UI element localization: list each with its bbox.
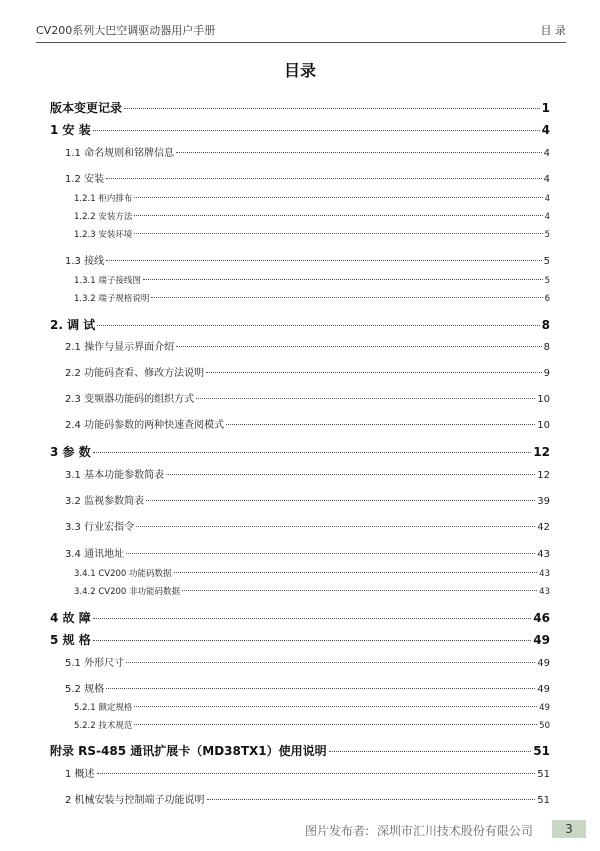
- toc-entry-page: 9: [543, 368, 550, 379]
- toc-entry-title: 3.1 基本功能参数简表: [65, 470, 165, 481]
- dot-leader: [151, 297, 542, 298]
- toc-entry-title: 1.2 安装: [65, 174, 105, 185]
- dot-leader: [134, 197, 542, 198]
- toc-entry[interactable]: [65, 545, 550, 560]
- toc-entry-page: 4: [544, 212, 550, 222]
- toc-entry[interactable]: [50, 742, 550, 759]
- page-title: 目录: [283, 61, 316, 80]
- toc-entry-title: 3.4.1 CV200 功能码数据: [74, 569, 172, 579]
- toc-entry-title: 1 安 装: [50, 123, 91, 137]
- publisher-name: 深圳市汇川技术股份有限公司: [376, 824, 533, 838]
- toc-entry-title: 版本变更记录: [50, 101, 123, 115]
- toc-entry-page: 10: [537, 420, 550, 431]
- toc-entry[interactable]: [74, 567, 550, 579]
- toc-entry-title: 5 规 格: [50, 633, 91, 647]
- toc-entry[interactable]: [65, 170, 550, 185]
- toc-entry-page: 4: [543, 174, 550, 185]
- dot-leader: [134, 215, 542, 216]
- dot-leader: [176, 346, 542, 347]
- toc-entry-title: 5.2 规格: [65, 684, 105, 695]
- dot-leader: [166, 474, 535, 475]
- dot-leader: [93, 452, 532, 453]
- toc-entry-title: 2. 调 试: [50, 318, 96, 332]
- toc-entry-title: 1.3.1 端子接线图: [74, 276, 141, 286]
- toc-entry[interactable]: [65, 791, 550, 806]
- header-divider: [36, 42, 566, 43]
- toc-entry[interactable]: [50, 443, 550, 460]
- toc-entry-title: 3.4.2 CV200 非功能码数据: [74, 587, 181, 597]
- toc-entry-title: 2.4 功能码参数的两种快速查阅模式: [65, 420, 225, 431]
- toc-entry[interactable]: [74, 228, 550, 240]
- dot-leader: [146, 500, 535, 501]
- toc-entry[interactable]: [65, 765, 550, 780]
- toc-entry[interactable]: [74, 701, 550, 713]
- dot-leader: [93, 640, 532, 641]
- dot-leader: [226, 424, 535, 425]
- dot-leader: [97, 325, 539, 326]
- toc-entry-page: 5: [544, 276, 550, 286]
- toc-entry-title: 5.2.2 技术规范: [74, 721, 133, 731]
- dot-leader: [124, 108, 540, 109]
- toc-entry[interactable]: [65, 144, 550, 159]
- dot-leader: [176, 152, 542, 153]
- dot-leader: [106, 688, 535, 689]
- toc-entry[interactable]: [65, 518, 550, 533]
- toc-entry-title: 3.2 监视参数简表: [65, 496, 145, 507]
- toc-entry[interactable]: [74, 210, 550, 222]
- toc-entry[interactable]: [50, 99, 550, 116]
- dot-leader: [182, 590, 537, 591]
- toc-entry-title: 3.3 行业宏指令: [65, 522, 135, 533]
- toc-entry[interactable]: [74, 292, 550, 304]
- dot-leader: [207, 799, 536, 800]
- dot-leader: [134, 706, 537, 707]
- toc-entry[interactable]: [74, 585, 550, 597]
- dot-leader: [174, 572, 538, 573]
- toc-entry[interactable]: [65, 654, 550, 669]
- footer-watermark: [305, 822, 533, 839]
- toc-entry[interactable]: [74, 719, 550, 731]
- toc-entry-page: 5: [543, 256, 550, 267]
- toc-entry-title: 1.3 接线: [65, 256, 105, 267]
- dot-leader: [126, 553, 535, 554]
- toc-entry-page: 5: [544, 230, 550, 240]
- toc-entry-page: 46: [533, 611, 550, 625]
- toc-entry-page: 51: [533, 744, 550, 758]
- toc-entry-page: 50: [539, 721, 550, 731]
- toc-entry[interactable]: [65, 492, 550, 507]
- dot-leader: [206, 372, 542, 373]
- toc-entry[interactable]: [50, 121, 550, 138]
- toc-entry[interactable]: [65, 680, 550, 695]
- toc-entry-title: 4 故 障: [50, 611, 91, 625]
- toc-entry-title: 1 概述: [65, 769, 95, 780]
- dot-leader: [106, 178, 542, 179]
- toc-entry-page: 12: [533, 445, 550, 459]
- toc-entry-page: 12: [537, 470, 550, 481]
- toc-entry-title: 1.2.3 安装环境: [74, 230, 133, 240]
- dot-leader: [106, 260, 542, 261]
- toc-entry-page: 4: [543, 148, 550, 159]
- dot-leader: [126, 662, 535, 663]
- toc-entry-page: 39: [537, 496, 550, 507]
- dot-leader: [93, 130, 540, 131]
- toc-entry-title: 2 机械安装与控制端子功能说明: [65, 795, 205, 806]
- toc-entry-title: 1.2.1 柜内排布: [74, 194, 133, 204]
- toc-entry[interactable]: [65, 252, 550, 267]
- toc-entry[interactable]: [65, 466, 550, 481]
- dot-leader: [97, 773, 536, 774]
- toc-entry-page: 49: [537, 658, 550, 669]
- toc-entry[interactable]: [50, 631, 550, 648]
- toc-entry-page: 10: [537, 394, 550, 405]
- toc-entry-page: 43: [537, 549, 550, 560]
- toc-entry-title: 1.1 命名规则和铭牌信息: [65, 148, 175, 159]
- toc-entry-page: 1: [541, 101, 550, 115]
- dot-leader: [329, 751, 532, 752]
- toc-entry[interactable]: [50, 609, 550, 626]
- toc-entry-title: 2.2 功能码查看、修改方法说明: [65, 368, 205, 379]
- toc-entry[interactable]: [65, 338, 550, 353]
- toc-entry[interactable]: [50, 316, 550, 333]
- toc-entry-page: 49: [533, 633, 550, 647]
- toc-entry-page: 43: [539, 569, 550, 579]
- page-header: [36, 22, 566, 42]
- toc-entry-title: 2.1 操作与显示界面介绍: [65, 342, 175, 353]
- toc-entry-page: 51: [537, 769, 550, 780]
- toc-entry-page: 49: [539, 703, 550, 713]
- toc-entry-title: 1.3.2 端子规格说明: [74, 294, 150, 304]
- toc-entry[interactable]: [65, 364, 550, 379]
- toc-entry-page: 8: [541, 318, 550, 332]
- toc-entry[interactable]: [74, 192, 550, 204]
- toc-entry-title: 5.1 外形尺寸: [65, 658, 125, 669]
- toc-entry-page: 42: [537, 522, 550, 533]
- toc-entry-title: 3.4 通讯地址: [65, 549, 125, 560]
- toc-entry-page: 4: [544, 194, 550, 204]
- toc-entry-page: 4: [541, 123, 550, 137]
- toc-entry-page: 43: [539, 587, 550, 597]
- toc-entry-title: 5.2.1 额定规格: [74, 703, 133, 713]
- dot-leader: [143, 279, 543, 280]
- page-number: 3: [552, 820, 586, 838]
- dot-leader: [134, 233, 542, 234]
- toc-entry[interactable]: [65, 416, 550, 431]
- toc-entry-title: 附录 RS-485 通讯扩展卡（MD38TX1）使用说明: [50, 744, 327, 758]
- source-label: 图片发布者:: [305, 824, 370, 838]
- toc-entry-title: 2.3 变频器功能码的组织方式: [65, 394, 195, 405]
- manual-title: CV200系列大巴空调驱动器用户手册: [36, 24, 216, 37]
- toc-entry-page: 51: [537, 795, 550, 806]
- toc-entry-page: 49: [537, 684, 550, 695]
- toc-entry-title: 1.2.2 安装方法: [74, 212, 133, 222]
- dot-leader: [93, 618, 532, 619]
- dot-leader: [134, 724, 537, 725]
- toc-entry-page: 6: [544, 294, 550, 304]
- section-label: 目 录: [540, 24, 566, 37]
- toc-entry-title: 3 参 数: [50, 445, 91, 459]
- dot-leader: [136, 526, 535, 527]
- dot-leader: [196, 398, 535, 399]
- toc-entry[interactable]: [65, 390, 550, 405]
- toc-entry-page: 8: [543, 342, 550, 353]
- toc-entry[interactable]: [74, 274, 550, 286]
